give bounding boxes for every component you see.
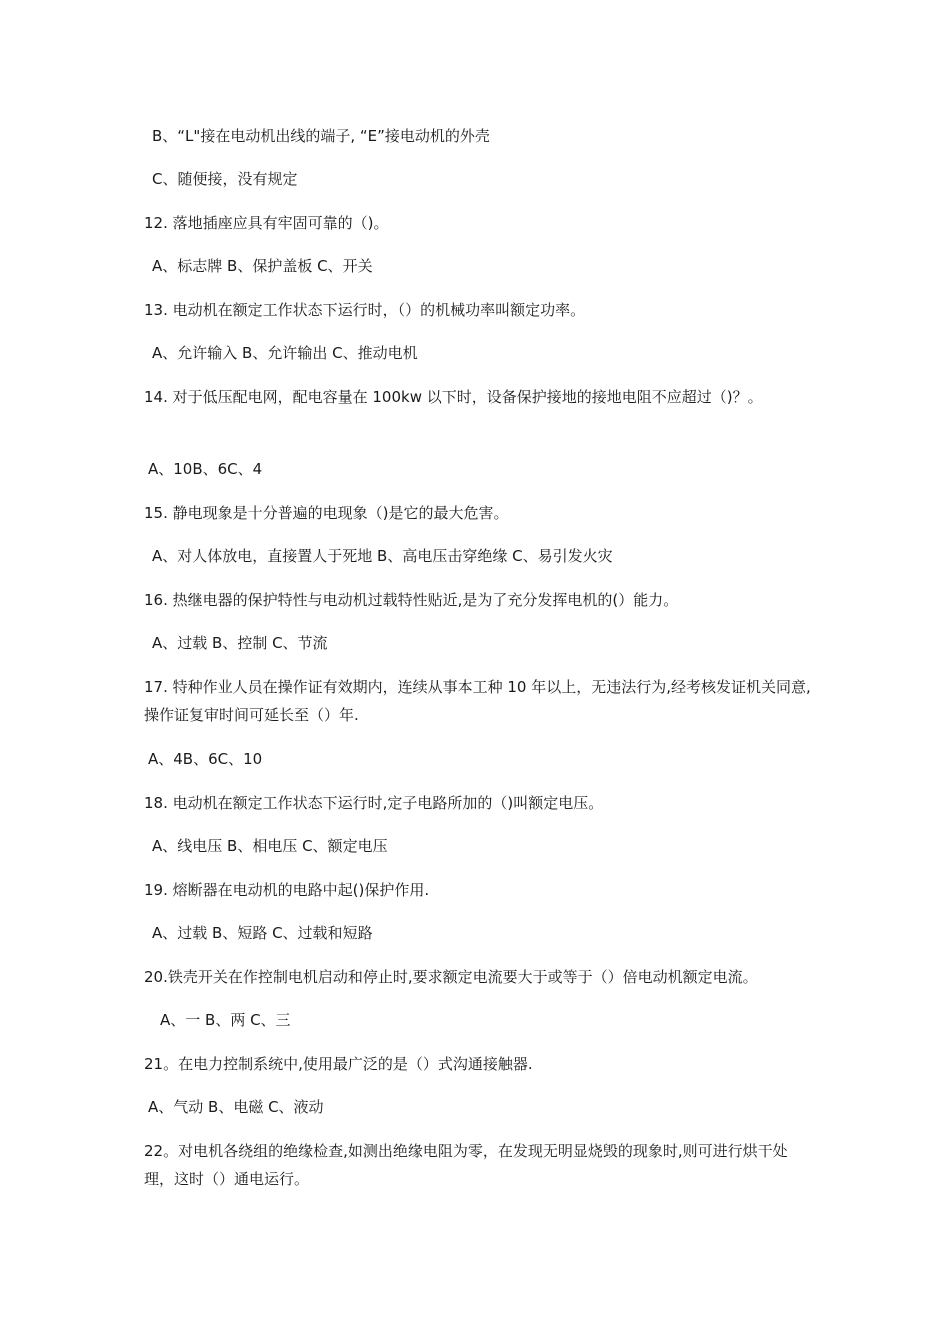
question-20: 20.铁壳开关在作控制电机启动和停止时,要求额定电流要大于或等于（）倍电动机额定电流。: [144, 968, 758, 986]
question-21: 21。在电力控制系统中,使用最广泛的是（）式沟通接触器.: [144, 1055, 533, 1073]
question-17: 17. 特种作业人员在操作证有效期内，连续从事本工种 10 年以上，无违法行为,经考核发证机关同意,操作证复审时间可延长至（）年.: [144, 678, 811, 724]
option-line: A、过载 B、控制 C、节流: [152, 634, 328, 652]
question-19: 19. 熔断器在电动机的电路中起()保护作用.: [144, 881, 430, 899]
question-18: 18. 电动机在额定工作状态下运行时,定子电路所加的（)叫额定电压。: [144, 794, 604, 812]
question-15: 15. 静电现象是十分普遍的电现象（)是它的最大危害。: [144, 504, 509, 522]
option-line: C、随便接，没有规定: [152, 170, 298, 188]
question-22: 22。对电机各绕组的绝缘检查,如测出绝缘电阻为零，在发现无明显烧毁的现象时,则可进行烘干处理，这时（）通电运行。: [144, 1142, 788, 1188]
option-line: A、10B、6C、4: [148, 460, 263, 478]
question-12: 12. 落地插座应具有牢固可靠的（)。: [144, 214, 389, 232]
question-14: 14. 对于低压配电网，配电容量在 100kw 以下时，设备保护接地的接地电阻不应超过（)？。: [144, 388, 763, 406]
option-line: A、对人体放电，直接置人于死地 B、高电压击穿绝缘 C、易引发火灾: [152, 547, 613, 565]
question-16: 16. 热继电器的保护特性与电动机过载特性贴近,是为了充分发挥电机的(）能力。: [144, 591, 679, 609]
option-line: A、线电压 B、相电压 C、额定电压: [152, 837, 388, 855]
option-line: A、4B、6C、10: [148, 750, 263, 768]
question-13: 13. 电动机在额定工作状态下运行时，（）的机械功率叫额定功率。: [144, 301, 586, 319]
option-line: A、过载 B、短路 C、过载和短路: [152, 924, 373, 942]
option-line: A、气动 B、电磁 C、液动: [148, 1098, 324, 1116]
option-line: A、一 B、两 C、三: [160, 1011, 291, 1029]
option-line: B、“L"接在电动机出线的端子, “E”接电动机的外壳: [152, 127, 490, 145]
option-line: A、标志牌 B、保护盖板 C、开关: [152, 257, 373, 275]
option-line: A、允许输入 B、允许输出 C、推动电机: [152, 344, 418, 362]
